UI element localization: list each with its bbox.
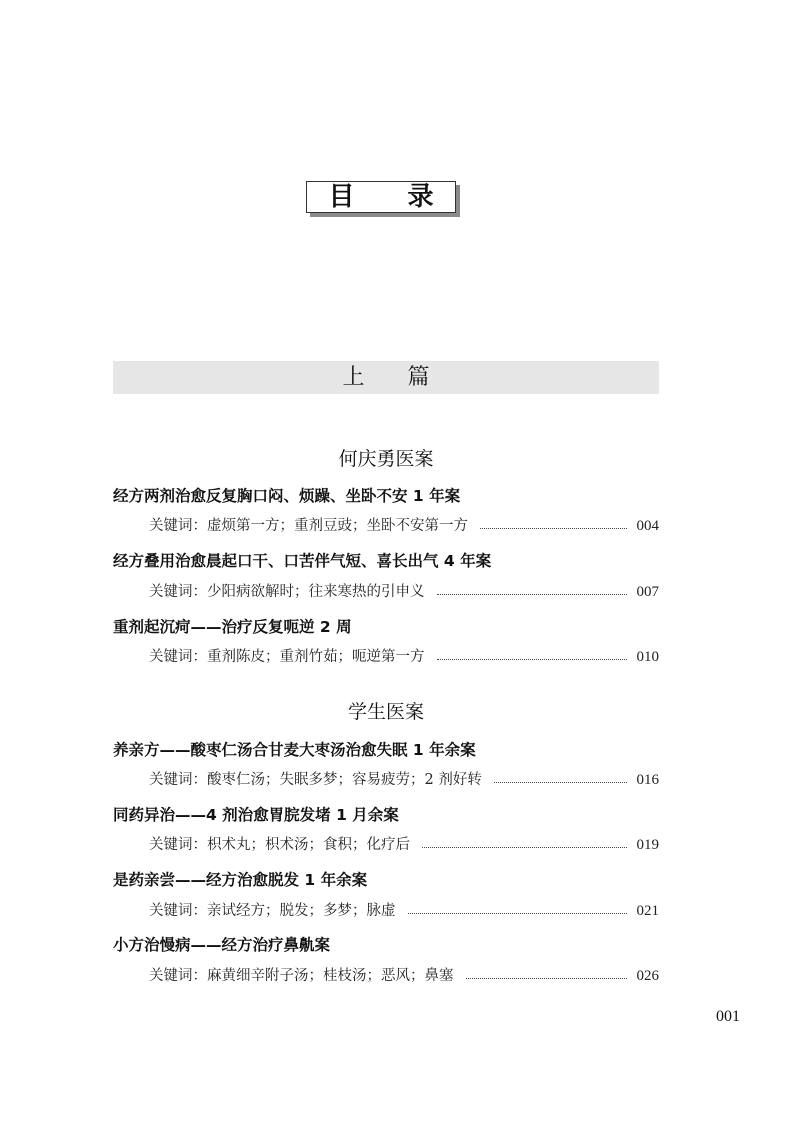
dot-leader bbox=[408, 913, 627, 914]
toc-entry-title[interactable]: 小方治慢病——经方治疗鼻鼽案 bbox=[113, 936, 331, 954]
toc-title-frame bbox=[306, 181, 462, 219]
toc-entry-keywords-line[interactable] bbox=[149, 647, 659, 667]
toc-entry-keywords-line[interactable] bbox=[149, 516, 659, 536]
part-heading: 上 篇 bbox=[342, 364, 448, 390]
toc-title-box bbox=[306, 181, 456, 213]
toc-entry-keywords-line[interactable] bbox=[149, 901, 659, 921]
keyword-text: 亲试经方；脱发；多梦；脉虚 bbox=[207, 903, 396, 919]
keyword-label: 关键词： bbox=[149, 968, 207, 984]
toc-entry-keywords-line[interactable] bbox=[149, 835, 659, 855]
keyword-text: 少阳病欲解时；往来寒热的引申义 bbox=[207, 584, 425, 600]
page-number: 019 bbox=[636, 837, 659, 853]
section-heading: 学生医案 bbox=[347, 701, 424, 723]
keyword-label: 关键词： bbox=[149, 837, 207, 853]
toc-entry-title[interactable]: 养亲方——酸枣仁汤合甘麦大枣汤治愈失眠 1 年余案 bbox=[113, 741, 476, 759]
keyword-label: 关键词： bbox=[149, 584, 207, 600]
toc-entry-title[interactable]: 是药亲尝——经方治愈脱发 1 年余案 bbox=[113, 871, 368, 889]
keyword-label: 关键词： bbox=[149, 518, 207, 534]
page-number: 004 bbox=[636, 518, 659, 534]
part-heading-band bbox=[113, 361, 659, 394]
toc-entry-keywords-line[interactable] bbox=[149, 770, 659, 790]
dot-leader bbox=[422, 847, 627, 848]
toc-entry-keywords-line[interactable] bbox=[149, 966, 659, 986]
keyword-label: 关键词： bbox=[149, 649, 207, 665]
toc-entry-title[interactable]: 经方叠用治愈晨起口干、口苦伴气短、喜长出气 4 年案 bbox=[113, 552, 492, 570]
dot-leader bbox=[437, 594, 627, 595]
keyword-label: 关键词： bbox=[149, 903, 207, 919]
keyword-text: 枳术丸；枳术汤；食积；化疗后 bbox=[207, 837, 410, 853]
keyword-text: 酸枣仁汤；失眠多梦；容易疲劳；2 剂好转 bbox=[207, 772, 482, 788]
page-number: 016 bbox=[636, 772, 659, 788]
keyword-label: 关键词： bbox=[149, 772, 207, 788]
toc-entry-title[interactable]: 重剂起沉疴——治疗反复呃逆 2 周 bbox=[113, 618, 352, 636]
toc-entry-title[interactable]: 经方两剂治愈反复胸口闷、烦躁、坐卧不安 1 年案 bbox=[113, 487, 461, 505]
keyword-text: 虚烦第一方；重剂豆豉；坐卧不安第一方 bbox=[207, 518, 468, 534]
keyword-text: 麻黄细辛附子汤；桂枝汤；恶风；鼻塞 bbox=[207, 968, 454, 984]
toc-entry-title[interactable]: 同药异治——4 剂治愈胃脘发堵 1 月余案 bbox=[113, 806, 399, 824]
dot-leader bbox=[466, 978, 627, 979]
dot-leader bbox=[480, 528, 627, 529]
dot-leader bbox=[437, 659, 627, 660]
dot-leader bbox=[494, 782, 627, 783]
toc-title: 目 录 bbox=[328, 182, 456, 212]
page-number: 026 bbox=[636, 968, 659, 984]
page-number: 007 bbox=[636, 584, 659, 600]
folio-page-number: 001 bbox=[716, 1008, 740, 1025]
page-number: 010 bbox=[636, 649, 659, 665]
toc-entry-keywords-line[interactable] bbox=[149, 582, 659, 602]
page-number: 021 bbox=[636, 903, 659, 919]
keyword-text: 重剂陈皮；重剂竹茹；呃逆第一方 bbox=[207, 649, 425, 665]
section-heading: 何庆勇医案 bbox=[338, 448, 434, 470]
